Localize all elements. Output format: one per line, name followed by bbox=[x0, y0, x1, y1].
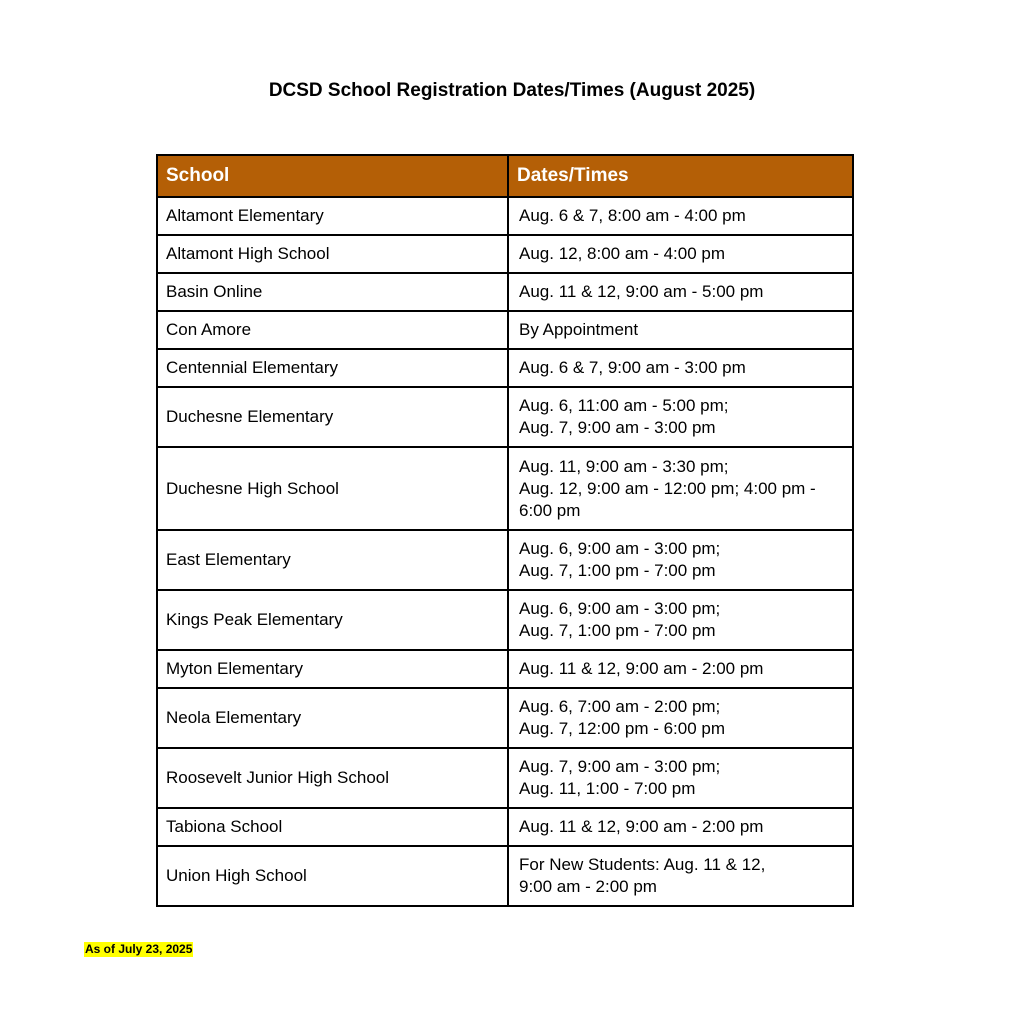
dates-cell: Aug. 7, 9:00 am - 3:00 pm; Aug. 11, 1:00 - 7:00 pm bbox=[508, 748, 853, 808]
school-cell: Con Amore bbox=[157, 311, 508, 349]
table-row bbox=[157, 447, 853, 530]
dates-cell: Aug. 6, 11:00 am - 5:00 pm; Aug. 7, 9:00 am - 3:00 pm bbox=[508, 387, 853, 447]
dates-cell: Aug. 11 & 12, 9:00 am - 2:00 pm bbox=[508, 650, 853, 688]
table-row bbox=[157, 387, 853, 447]
school-cell: Myton Elementary bbox=[157, 650, 508, 688]
school-cell: Altamont High School bbox=[157, 235, 508, 273]
dates-cell: Aug. 12, 8:00 am - 4:00 pm bbox=[508, 235, 853, 273]
table-row bbox=[157, 273, 853, 311]
school-cell: Tabiona School bbox=[157, 808, 508, 846]
school-cell: Roosevelt Junior High School bbox=[157, 748, 508, 808]
table-row bbox=[157, 530, 853, 590]
table-row bbox=[157, 349, 853, 387]
column-header-school: School bbox=[157, 155, 508, 197]
school-cell: Altamont Elementary bbox=[157, 197, 508, 235]
dates-cell: Aug. 6, 9:00 am - 3:00 pm; Aug. 7, 1:00 pm - 7:00 pm bbox=[508, 590, 853, 650]
dates-cell: Aug. 6 & 7, 9:00 am - 3:00 pm bbox=[508, 349, 853, 387]
table-row bbox=[157, 235, 853, 273]
table-row bbox=[157, 650, 853, 688]
table-row bbox=[157, 197, 853, 235]
as-of-note: As of July 23, 2025 bbox=[85, 942, 193, 956]
school-cell: Union High School bbox=[157, 846, 508, 906]
dates-cell: For New Students: Aug. 11 & 12, 9:00 am - 2:00 pm bbox=[508, 846, 853, 906]
table-row bbox=[157, 846, 853, 906]
registration-table bbox=[156, 154, 854, 907]
table-row bbox=[157, 748, 853, 808]
table-row bbox=[157, 311, 853, 349]
dates-cell: Aug. 11 & 12, 9:00 am - 2:00 pm bbox=[508, 808, 853, 846]
dates-cell: Aug. 11, 9:00 am - 3:30 pm; Aug. 12, 9:00 am - 12:00 pm; 4:00 pm - 6:00 pm bbox=[508, 447, 853, 530]
dates-cell: Aug. 11 & 12, 9:00 am - 5:00 pm bbox=[508, 273, 853, 311]
school-cell: Kings Peak Elementary bbox=[157, 590, 508, 650]
dates-cell: Aug. 6 & 7, 8:00 am - 4:00 pm bbox=[508, 197, 853, 235]
school-cell: East Elementary bbox=[157, 530, 508, 590]
school-cell: Basin Online bbox=[157, 273, 508, 311]
table-row bbox=[157, 590, 853, 650]
column-header-dates: Dates/Times bbox=[508, 155, 853, 197]
dates-cell: By Appointment bbox=[508, 311, 853, 349]
school-cell: Duchesne High School bbox=[157, 447, 508, 530]
dates-cell: Aug. 6, 7:00 am - 2:00 pm; Aug. 7, 12:00 pm - 6:00 pm bbox=[508, 688, 853, 748]
page-title: DCSD School Registration Dates/Times (August 2025) bbox=[268, 80, 756, 101]
school-cell: Duchesne Elementary bbox=[157, 387, 508, 447]
table-row bbox=[157, 688, 853, 748]
school-cell: Centennial Elementary bbox=[157, 349, 508, 387]
school-cell: Neola Elementary bbox=[157, 688, 508, 748]
table-row bbox=[157, 808, 853, 846]
dates-cell: Aug. 6, 9:00 am - 3:00 pm; Aug. 7, 1:00 pm - 7:00 pm bbox=[508, 530, 853, 590]
table-header-row bbox=[157, 155, 853, 197]
